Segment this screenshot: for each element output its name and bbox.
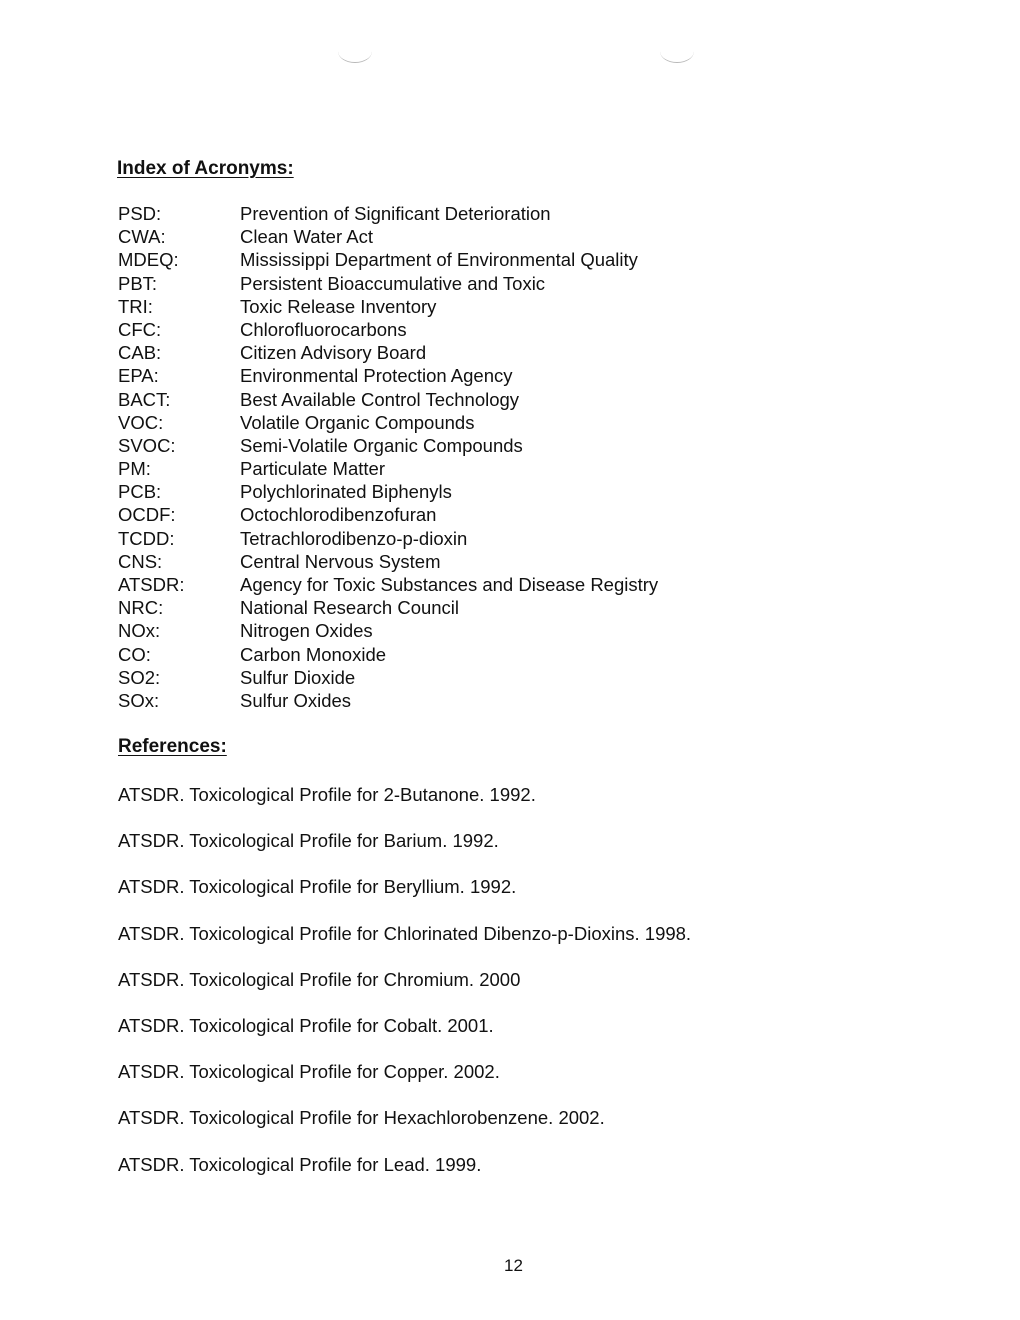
acronym-row [118, 318, 818, 341]
acronym-term: OCDF: [118, 504, 176, 526]
acronym-term: MDEQ: [118, 249, 179, 271]
punch-hole-mark [660, 40, 694, 63]
reference-item: ATSDR. Toxicological Profile for 2-Butanone. 1992. [118, 784, 536, 805]
acronym-term: SOx: [118, 689, 160, 711]
acronym-term: PSD: [118, 203, 162, 224]
acronym-term: PCB: [118, 481, 162, 503]
acronym-row [118, 457, 818, 480]
acronym-row [118, 550, 818, 573]
acronym-term: CAB: [118, 342, 162, 364]
acronym-definition: Prevention of Significant Deterioration [240, 203, 551, 224]
reference-item: ATSDR. Toxicological Profile for Beryllium. 1992. [118, 876, 517, 898]
acronym-definition: Volatile Organic Compounds [240, 411, 475, 433]
acronym-definition: National Research Council [240, 597, 460, 619]
acronym-term: SVOC: [118, 434, 176, 456]
acronym-definition: Environmental Protection Agency [240, 365, 513, 387]
acronym-definition: Nitrogen Oxides [240, 620, 373, 642]
acronym-definition: Central Nervous System [240, 550, 441, 572]
acronyms-heading: Index of Acronyms: [117, 158, 294, 179]
acronym-row [118, 341, 818, 364]
acronym-definition: Sulfur Oxides [240, 689, 352, 711]
acronym-row [118, 434, 818, 457]
reference-item: ATSDR. Toxicological Profile for Copper. 2002. [118, 1061, 500, 1083]
acronym-row [118, 596, 818, 619]
acronym-term: SO2: [118, 666, 161, 688]
acronym-row [118, 480, 818, 503]
reference-item: ATSDR. Toxicological Profile for Barium. 1992. [118, 830, 499, 852]
acronym-definition: Clean Water Act [240, 226, 373, 248]
acronym-row [118, 225, 818, 248]
reference-item: ATSDR. Toxicological Profile for Hexachlorobenzene. 2002. [118, 1107, 605, 1129]
acronym-definition: Citizen Advisory Board [240, 342, 427, 364]
page-number: 12 [504, 1256, 523, 1275]
acronym-term: CNS: [118, 550, 163, 572]
acronym-definition: Sulfur Dioxide [240, 666, 356, 688]
acronym-definition: Persistent Bioaccumulative and Toxic [240, 272, 546, 294]
acronym-definition: Mississippi Department of Environmental Quality [240, 249, 638, 271]
acronym-term: NRC: [118, 597, 164, 619]
acronym-term: EPA: [118, 365, 159, 387]
acronym-list [118, 202, 818, 712]
acronym-definition: Tetrachlorodibenzo-p-dioxin [240, 527, 468, 549]
acronym-row [118, 411, 818, 434]
reference-list [118, 783, 878, 1199]
acronym-row [118, 364, 818, 387]
acronym-term: CO: [118, 643, 151, 665]
acronym-term: CFC: [118, 318, 162, 340]
acronym-row [118, 666, 818, 689]
acronym-definition: Carbon Monoxide [240, 643, 387, 665]
acronym-definition: Toxic Release Inventory [240, 295, 437, 317]
acronym-row [118, 388, 818, 411]
acronym-definition: Octochlorodibenzofuran [240, 504, 437, 526]
reference-item: ATSDR. Toxicological Profile for Chlorinated Dibenzo-p-Dioxins. 1998. [118, 922, 692, 944]
acronym-term: BACT: [118, 388, 171, 410]
acronym-definition: Best Available Control Technology [240, 388, 520, 410]
acronym-definition: Agency for Toxic Substances and Disease Registry [240, 574, 659, 595]
acronym-row [118, 272, 818, 295]
acronym-term: TCDD: [118, 527, 175, 549]
acronym-definition: Chlorofluorocarbons [240, 318, 407, 340]
acronym-row [118, 643, 818, 666]
acronym-row [118, 619, 818, 642]
acronym-row [118, 689, 818, 712]
acronym-definition: Particulate Matter [240, 458, 385, 480]
acronym-term: PM: [118, 458, 151, 480]
acronym-definition: Polychlorinated Biphenyls [240, 481, 452, 503]
references-heading: References: [118, 736, 227, 757]
acronym-row [118, 248, 818, 271]
acronym-definition: Semi-Volatile Organic Compounds [240, 434, 523, 456]
acronym-term: ATSDR: [118, 574, 185, 595]
acronym-term: CWA: [118, 226, 166, 248]
reference-item: ATSDR. Toxicological Profile for Chromium. 2000 [118, 968, 521, 990]
acronym-term: NOx: [118, 620, 161, 642]
reference-item: ATSDR. Toxicological Profile for Cobalt. 2001. [118, 1014, 494, 1036]
acronym-row [118, 527, 818, 550]
acronym-term: PBT: [118, 272, 158, 294]
acronym-row [118, 503, 818, 526]
reference-item: ATSDR. Toxicological Profile for Lead. 1999. [118, 1153, 482, 1175]
acronym-term: VOC: [118, 411, 164, 433]
acronym-row [118, 202, 818, 225]
acronym-term: TRI: [118, 295, 153, 317]
acronym-row [118, 573, 818, 596]
punch-hole-mark [338, 40, 372, 63]
acronym-row [118, 295, 818, 318]
